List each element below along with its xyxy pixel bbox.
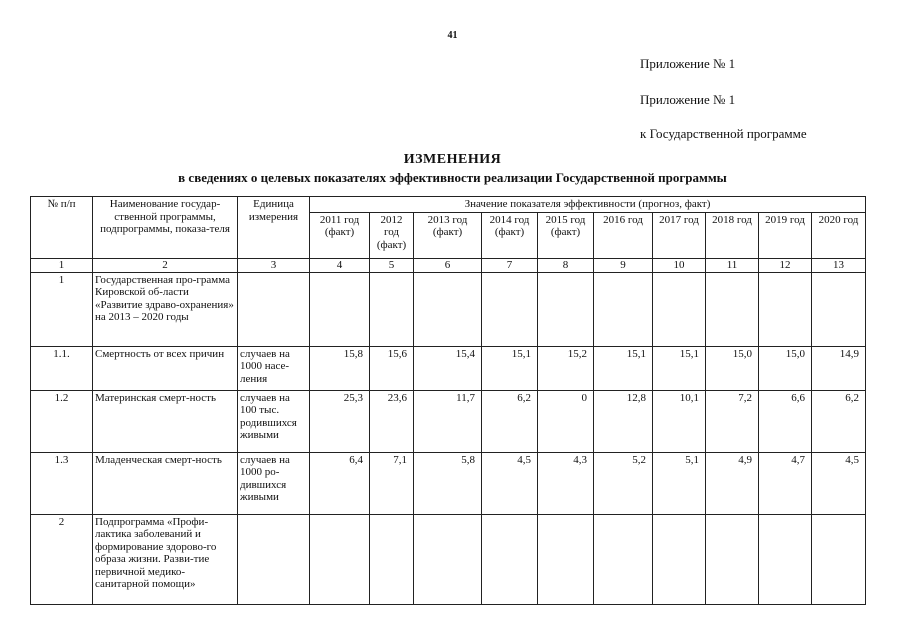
row-value: 6,2 — [812, 390, 866, 452]
row-value — [538, 514, 594, 604]
row-value — [310, 272, 370, 346]
table-row — [31, 346, 866, 390]
header-num: № п/п — [31, 197, 93, 259]
row-value — [812, 272, 866, 346]
row-value: 4,5 — [812, 452, 866, 514]
annex-line-2: Приложение № 1 — [640, 92, 736, 107]
row-value — [812, 514, 866, 604]
row-value: 6,6 — [759, 390, 812, 452]
row-value: 12,8 — [594, 390, 653, 452]
indicators-table — [30, 196, 866, 605]
row-unit — [238, 514, 310, 604]
row-name: Государственная про-грамма Кировской об-ласти «Развитие здраво-охранения» на 2013 – 2020 годы — [93, 272, 238, 346]
column-number: 1 — [31, 258, 93, 272]
row-value: 0 — [538, 390, 594, 452]
column-number: 6 — [414, 258, 482, 272]
row-value: 15,2 — [538, 346, 594, 390]
row-value: 4,3 — [538, 452, 594, 514]
row-value: 15,1 — [653, 346, 706, 390]
row-value — [482, 272, 538, 346]
column-number: 7 — [482, 258, 538, 272]
header-year: 2020 год — [812, 212, 866, 258]
row-value — [759, 272, 812, 346]
row-value: 15,1 — [594, 346, 653, 390]
row-value — [653, 272, 706, 346]
header-year: 2016 год — [594, 212, 653, 258]
header-year: 2019 год — [759, 212, 812, 258]
row-value: 15,4 — [414, 346, 482, 390]
row-value — [414, 514, 482, 604]
row-value: 15,1 — [482, 346, 538, 390]
column-number: 9 — [594, 258, 653, 272]
column-number: 11 — [706, 258, 759, 272]
row-value: 6,4 — [310, 452, 370, 514]
row-value: 4,5 — [482, 452, 538, 514]
row-value: 7,2 — [706, 390, 759, 452]
header-year: 2011 год (факт) — [310, 212, 370, 258]
header-name: Наименование государ-ственной программы, подпрограммы, показа-теля — [93, 197, 238, 259]
row-value — [706, 514, 759, 604]
header-unit: Единица измерения — [238, 197, 310, 259]
row-value: 15,8 — [310, 346, 370, 390]
header-year: 2012 год (факт) — [370, 212, 414, 258]
annex-line-3: к Государственной программе — [640, 126, 807, 141]
row-value: 7,1 — [370, 452, 414, 514]
row-value — [370, 514, 414, 604]
header-year: 2018 год — [706, 212, 759, 258]
row-unit — [238, 272, 310, 346]
row-value: 14,9 — [812, 346, 866, 390]
row-value — [310, 514, 370, 604]
row-value — [706, 272, 759, 346]
row-unit: случаев на 100 тыс. родившихся живыми — [238, 390, 310, 452]
row-value — [594, 514, 653, 604]
row-value — [414, 272, 482, 346]
document-title: ИЗМЕНЕНИЯ — [403, 152, 502, 167]
row-num: 1.1. — [31, 346, 93, 390]
row-value: 10,1 — [653, 390, 706, 452]
row-num: 1 — [31, 272, 93, 346]
column-number: 3 — [238, 258, 310, 272]
row-value: 15,0 — [759, 346, 812, 390]
row-value: 5,8 — [414, 452, 482, 514]
row-value: 5,1 — [653, 452, 706, 514]
column-number: 2 — [93, 258, 238, 272]
row-value: 23,6 — [370, 390, 414, 452]
row-value — [370, 272, 414, 346]
row-value — [538, 272, 594, 346]
column-number: 4 — [310, 258, 370, 272]
column-number: 12 — [759, 258, 812, 272]
header-value-group: Значение показателя эффективности (прогноз, факт) — [310, 197, 866, 213]
row-value: 11,7 — [414, 390, 482, 452]
row-name: Материнская смерт-ность — [93, 390, 238, 452]
row-name: Подпрограмма «Профи-лактика заболеваний и формирование здорово-го образа жизни. Разви-тие первичной медико-санитарной помощи» — [93, 514, 238, 604]
row-value — [759, 514, 812, 604]
column-number: 13 — [812, 258, 866, 272]
row-value: 6,2 — [482, 390, 538, 452]
header-year: 2015 год (факт) — [538, 212, 594, 258]
row-num: 1.3 — [31, 452, 93, 514]
row-value — [653, 514, 706, 604]
row-value: 4,9 — [706, 452, 759, 514]
column-number: 10 — [653, 258, 706, 272]
row-num: 2 — [31, 514, 93, 604]
page-number: 41 — [447, 30, 458, 41]
row-unit: случаев на 1000 насе-ления — [238, 346, 310, 390]
table-row — [31, 390, 866, 452]
row-name: Младенческая смерт-ность — [93, 452, 238, 514]
annex-line-1: Приложение № 1 — [640, 56, 736, 71]
row-value: 5,2 — [594, 452, 653, 514]
table-row — [31, 514, 866, 604]
row-unit: случаев на 1000 ро-дившихся живыми — [238, 452, 310, 514]
row-value — [594, 272, 653, 346]
row-num: 1.2 — [31, 390, 93, 452]
header-year: 2017 год — [653, 212, 706, 258]
row-value — [482, 514, 538, 604]
row-value: 15,0 — [706, 346, 759, 390]
row-value: 25,3 — [310, 390, 370, 452]
table-row — [31, 272, 866, 346]
header-year: 2014 год (факт) — [482, 212, 538, 258]
row-value: 15,6 — [370, 346, 414, 390]
table-row — [31, 452, 866, 514]
column-number: 8 — [538, 258, 594, 272]
row-value: 4,7 — [759, 452, 812, 514]
row-name: Смертность от всех причин — [93, 346, 238, 390]
document-subtitle: в сведениях о целевых показателях эффективности реализации Государственной программы — [178, 170, 727, 185]
header-year: 2013 год (факт) — [414, 212, 482, 258]
column-number: 5 — [370, 258, 414, 272]
